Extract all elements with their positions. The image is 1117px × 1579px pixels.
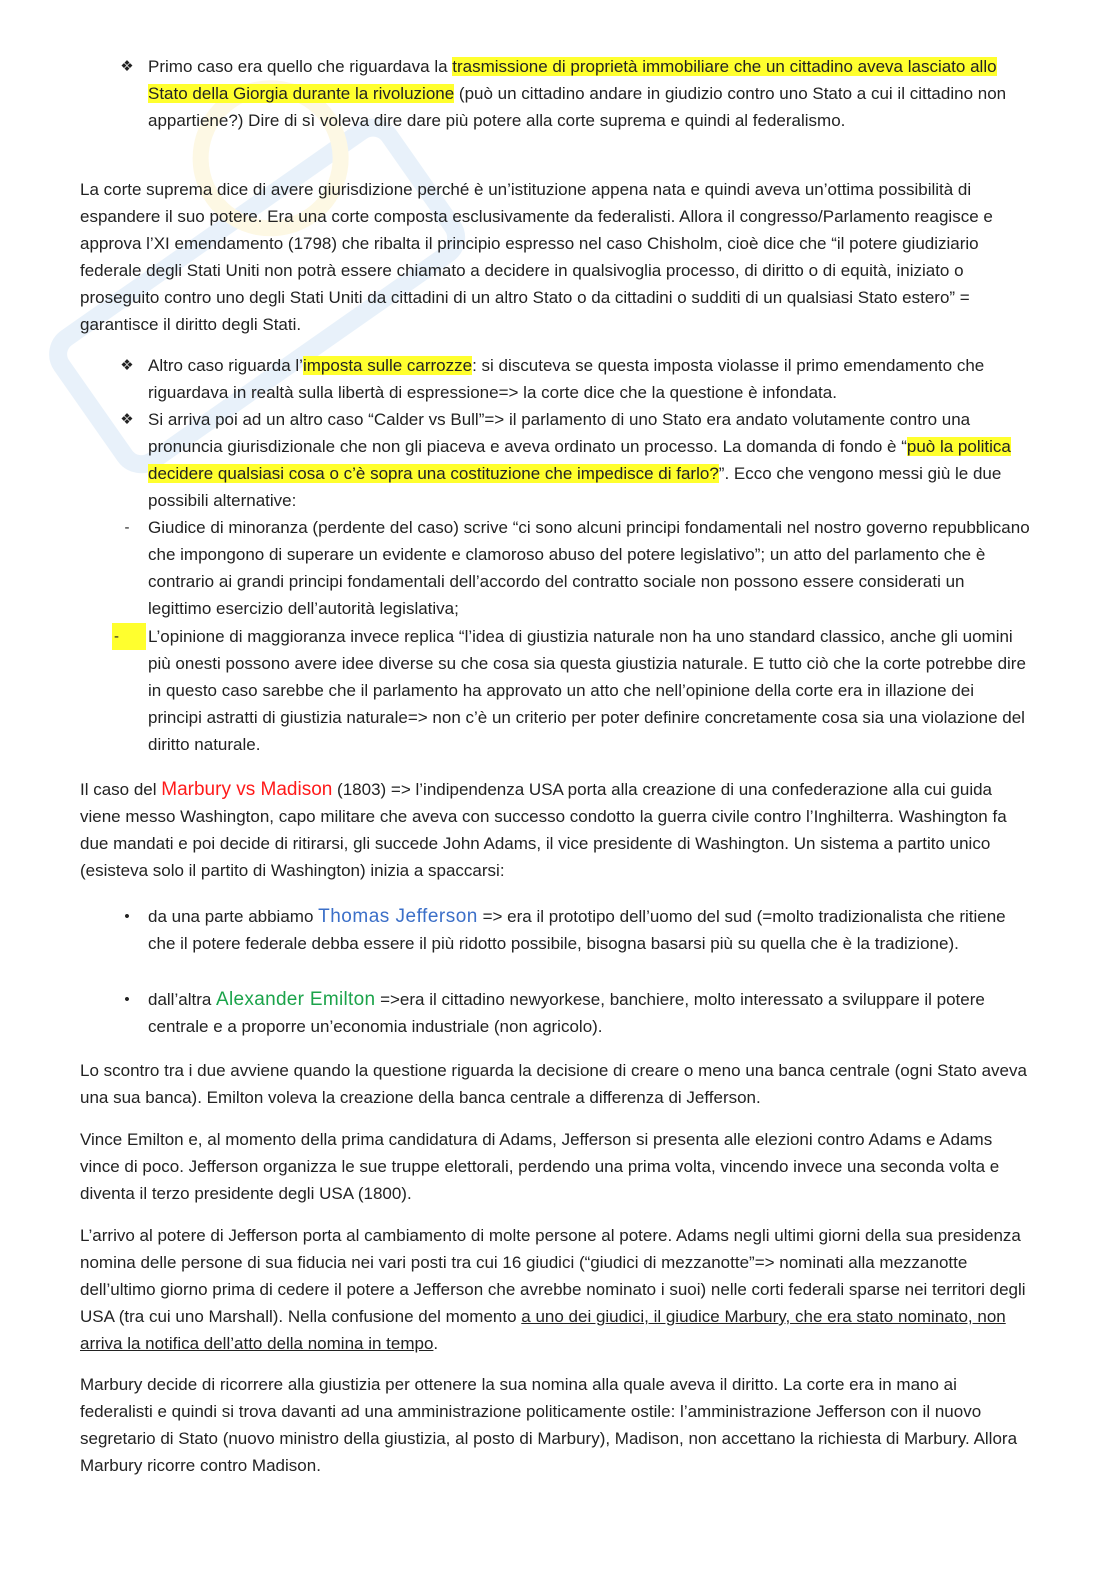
name-alexander-emilton: Alexander Emilton — [216, 989, 376, 1010]
paragraph-supreme-court: La corte suprema dice di avere giurisdizione perché è un’istituzione appena nata e quindi aveva un’ottima possibilità di espandere il suo potere. Era una corte composta esclusivamente da federalisti. Allora il congresso/Parlamento reagisce e approva l’XI emendamento (1798) che ribalta il principio espresso nel caso Chisholm, cioè dice che “il potere giudiziario federale degli Stati Uniti non potrà essere chiamato a decidere in qualsivoglia processo, di diritto o di equità, iniziato o proseguito contro uno degli Stati Uniti da cittadini di un altro Stato o da cittadini o sudditi di un qualsiasi Stato estero” = garantisce il diritto degli Stati. — [80, 180, 993, 334]
paragraph-majority-opinion: L’opinione di maggioranza invece replica “l’idea di giustizia naturale non ha uno standard classico, anche gli uomini più onesti possono avere idee diverse su che cosa sia questa giustizia naturale. E tutto ciò che la corte potrebbe dire in questo caso sarebbe che il parlamento ha approvato un atto che nell’opinione della corte era in illazione dei principi astratti di giustizia naturale=> non c’è un criterio per poter definire concretamente cosa sia una violazione del diritto naturale. — [148, 627, 1026, 754]
underlined-text: a uno dei giudici, il giudice Marbury, che era stato nominato, non arriva la notifica dell’atto della nomina in tempo — [80, 1307, 1006, 1353]
dot-bullet-icon: • — [124, 908, 130, 925]
paragraph-central-bank: Lo scontro tra i due avviene quando la questione riguarda la decisione di creare o meno una banca centrale (ogni Stato aveva una sua banca). Emilton voleva la creazione della banca centrale a differenza di Jefferson. — [80, 1061, 1027, 1107]
paragraph-emilton: dall’altra Alexander Emilton =>era il cittadino newyorkese, banchiere, molto interessato a sviluppare il potere centrale e a proporre un’economia industriale (non agricolo). — [148, 989, 985, 1036]
paragraph-jefferson: da una parte abbiamo Thomas Jefferson => era il prototipo dell’uomo del sud (=molto tradizionalista che ritiene che il potere federale debba essere il più ridotto possibile, bisogna basarsi più su quella che è la tradizione). — [148, 906, 1006, 953]
paragraph-carriage-tax: Altro caso riguarda l’imposta sulle carrozze: si discuteva se questa imposta violasse il primo emendamento che riguardava in realtà sulla libertà di espressione=> la corte dice che la questione è infondata. — [148, 356, 985, 402]
paragraph-minority-judge: Giudice di minoranza (perdente del caso) scrive “ci sono alcuni principi fondamentali nel nostro governo repubblicano che impongono di superare un evidente e clamoroso abuso del potere legislativo”; un atto del parlamento che è contrario ai grandi principi fondamentali dell’accordo del contratto sociale non possono essere considerati un legittimo esercizio dell’autorità legislativa; — [148, 518, 1030, 618]
diamond-bullet-icon: ❖ — [120, 411, 134, 428]
diamond-bullet-icon: ❖ — [120, 58, 134, 75]
paragraph-marbury-appeal: Marbury decide di ricorrere alla giustizia per ottenere la sua nomina alla quale aveva il diritto. La corte era in mano ai federalisti e quindi si trova davanti ad una amministrazione politicamente ostile: l’amministrazione Jefferson con il nuovo segretario di Stato (nuovo ministro della giustizia, al posto di Marbury), Madison, non accettano la richiesta di Marbury. Allora Marbury ricorre contro Madison. — [80, 1375, 1018, 1475]
dash-bullet-highlight-icon: - — [112, 623, 146, 650]
paragraph-elections: Vince Emilton e, al momento della prima candidatura di Adams, Jefferson si presenta alle elezioni contro Adams e Adams vince di poco. Jefferson organizza le sue truppe elettorali, perdendo una prima volta, vincendo invece una seconda volta e diventa il terzo presidente degli USA (1800). — [80, 1130, 1000, 1203]
dot-bullet-icon: • — [124, 991, 130, 1008]
dash-bullet-icon: - — [124, 519, 130, 536]
diamond-bullet-icon: ❖ — [120, 357, 134, 374]
highlight-text: trasmissione di proprietà immobiliare che un cittadino aveva lasciato allo Stato della Giorgia durante la rivoluzione — [148, 57, 997, 103]
case-name-marbury-madison: Marbury vs Madison — [161, 779, 333, 800]
paragraph-marbury-vs-madison: Il caso del Marbury vs Madison (1803) => l’indipendenza USA porta alla creazione di una confederazione alla cui guida viene messo Washington, capo militare che aveva con successo condotto la guerra civile contro l’Inghilterra. Washington fa due mandati e poi decide di ritirarsi, gli succede John Adams, il vice presidente di Washington. Un sistema a partito unico (esisteva solo il partito di Washington) inizia a spaccarsi: — [80, 779, 1007, 880]
paragraph-midnight-judges: L’arrivo al potere di Jefferson porta al cambiamento di molte persone al potere. Adams negli ultimi giorni della sua presidenza nomina delle persone di sua fiducia nei vari posti tra cui 16 giudici (“giudici di mezzanotte”=> nominati alla mezzanotte dell’ultimo giorno prima di cedere il potere a Jefferson che avrebbe nominato i suoi) nelle corti federali sparse nei territori degli USA (tra cui uno Marshall). Nella confusione del momento a uno dei giudici, il giudice Marbury, che era stato nominato, non arriva la notifica dell’atto della nomina in tempo. — [80, 1226, 1026, 1353]
highlight-text: imposta sulle carrozze — [302, 356, 473, 375]
name-thomas-jefferson: Thomas Jefferson — [318, 906, 478, 927]
highlight-text: può la politica decidere qualsiasi cosa o c’è sopra una costituzione che impedisce di farlo? — [148, 437, 1011, 483]
paragraph-calder-vs-bull: Si arriva poi ad un altro caso “Calder vs Bull”=> il parlamento di uno Stato era andato volutamente contro una pronuncia giurisdizionale che non gli piaceva e aveva ordinato un processo. La domanda di fondo è “può la politica decidere qualsiasi cosa o c’è sopra una costituzione che impedisce di farlo?”. Ecco che vengono messi giù le due possibili alternative: — [148, 410, 1011, 510]
paragraph-case-georgia: Primo caso era quello che riguardava la trasmissione di proprietà immobiliare che un cittadino aveva lasciato allo Stato della Giorgia durante la rivoluzione (può un cittadino andare in giudizio contro uno Stato a cui il cittadino non appartiene?) Dire di sì voleva dire dare più potere alla corte suprema e quindi al federalismo. — [148, 57, 1007, 130]
